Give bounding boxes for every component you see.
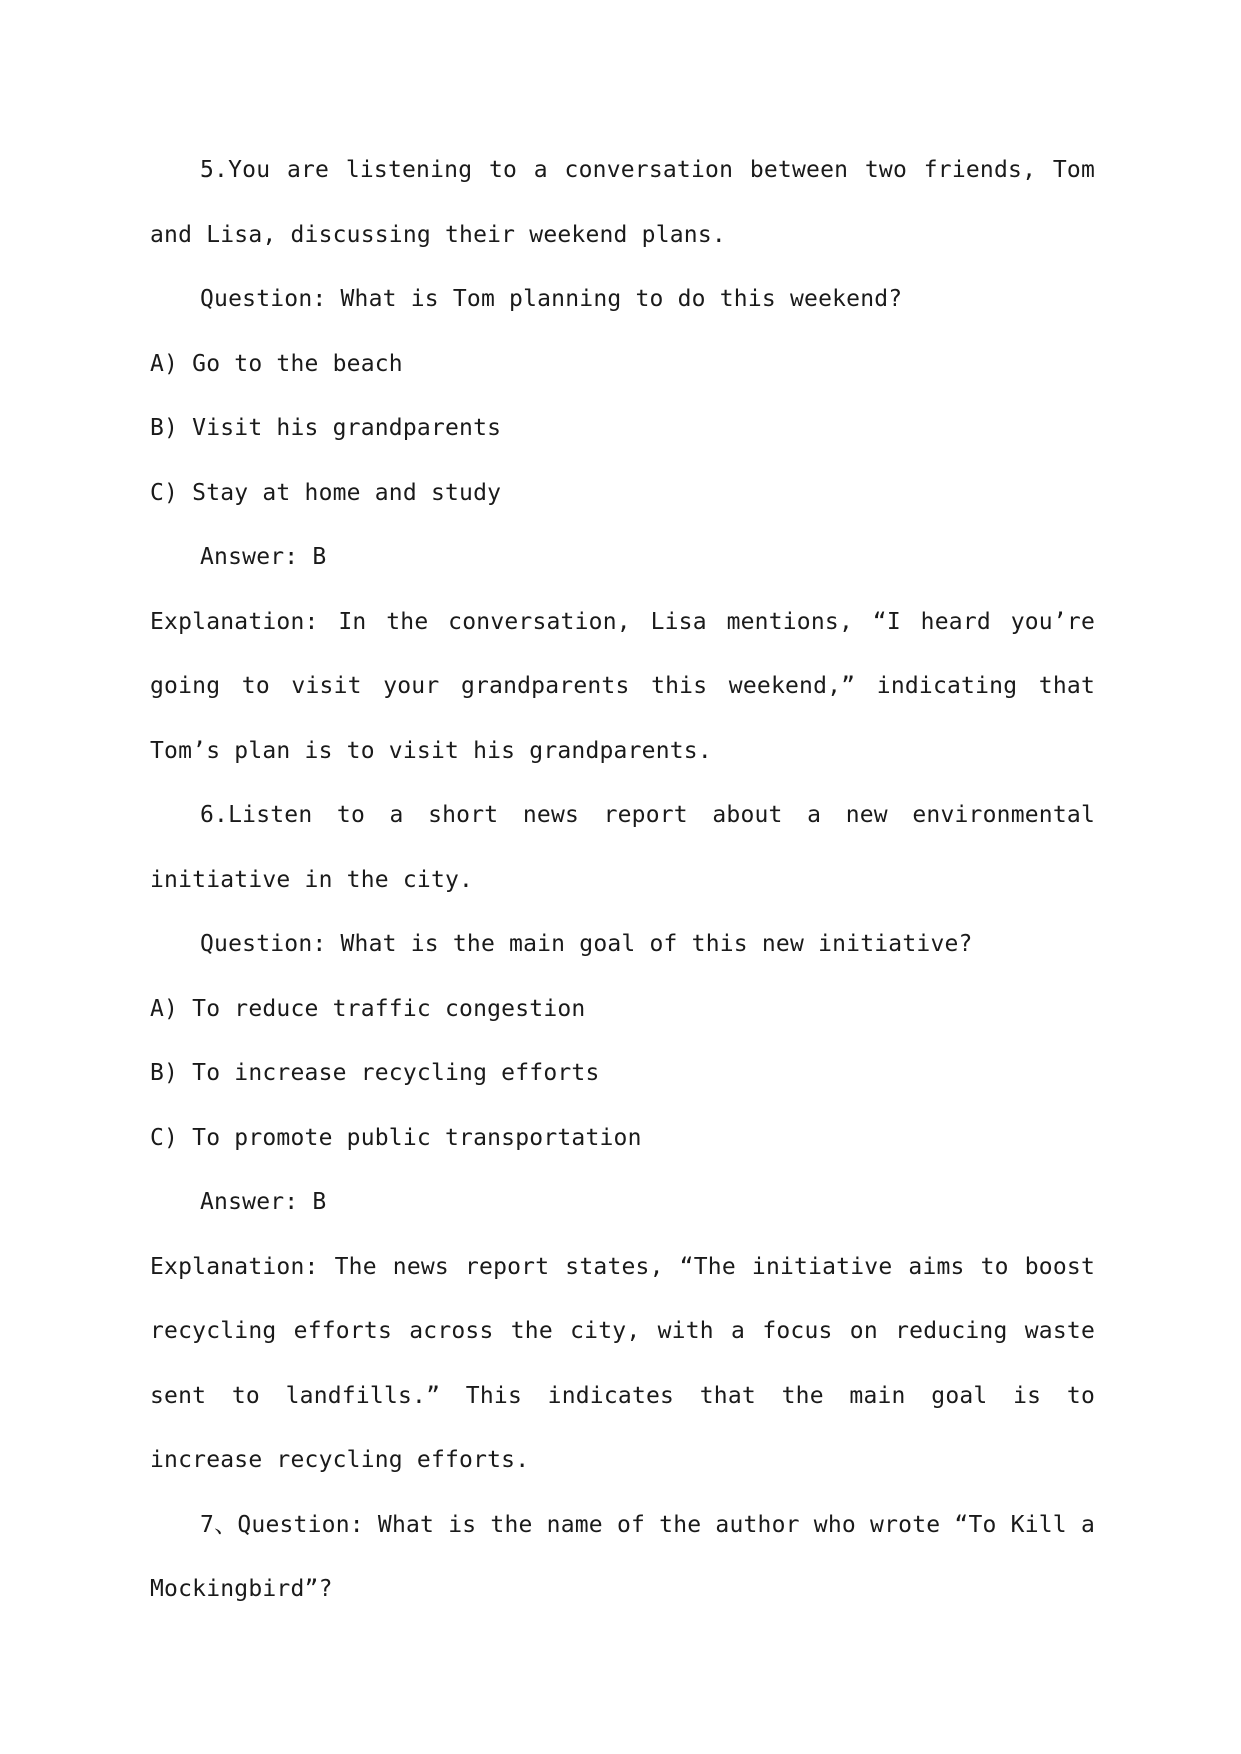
question-5-stem: 5.You are listening to a conversation between two friends, Tom and Lisa, discussing their weekend plans.	[150, 157, 1110, 248]
question-6-answer: Answer: B	[200, 1189, 327, 1215]
question-7-stem: 7、Question: What is the name of the author who wrote “To Kill a Mockingbird”?	[150, 1511, 1110, 1602]
question-5-answer: Answer: B	[200, 544, 327, 570]
document-body	[150, 138, 1110, 1622]
question-6-explanation: Explanation: The news report states, “The initiative aims to boost recycling efforts across the city, with a focus on reducing waste sent to landfills.” This indicates that the main goal is to increase recycling efforts.	[150, 1253, 1110, 1473]
question-6-option-b: B) To increase recycling efforts	[150, 1060, 600, 1086]
question-5-option-c: C) Stay at home and study	[150, 479, 502, 506]
question-5-prompt: Question: What is Tom planning to do this weekend?	[200, 286, 903, 312]
question-6-prompt: Question: What is the main goal of this new initiative?	[200, 931, 973, 957]
question-5-option-a: A) Go to the beach	[150, 350, 403, 377]
question-5-explanation: Explanation: In the conversation, Lisa mentions, “I heard you’re going to visit your grandparents this weekend,” indicating that Tom’s plan is to visit his grandparents.	[150, 608, 1110, 764]
question-6-stem: 6.Listen to a short news report about a new environmental initiative in the city.	[150, 802, 1110, 893]
question-6-option-a: A) To reduce traffic congestion	[150, 995, 586, 1022]
question-5-option-b: B) Visit his grandparents	[150, 415, 502, 441]
question-6-option-c: C) To promote public transportation	[150, 1124, 642, 1151]
